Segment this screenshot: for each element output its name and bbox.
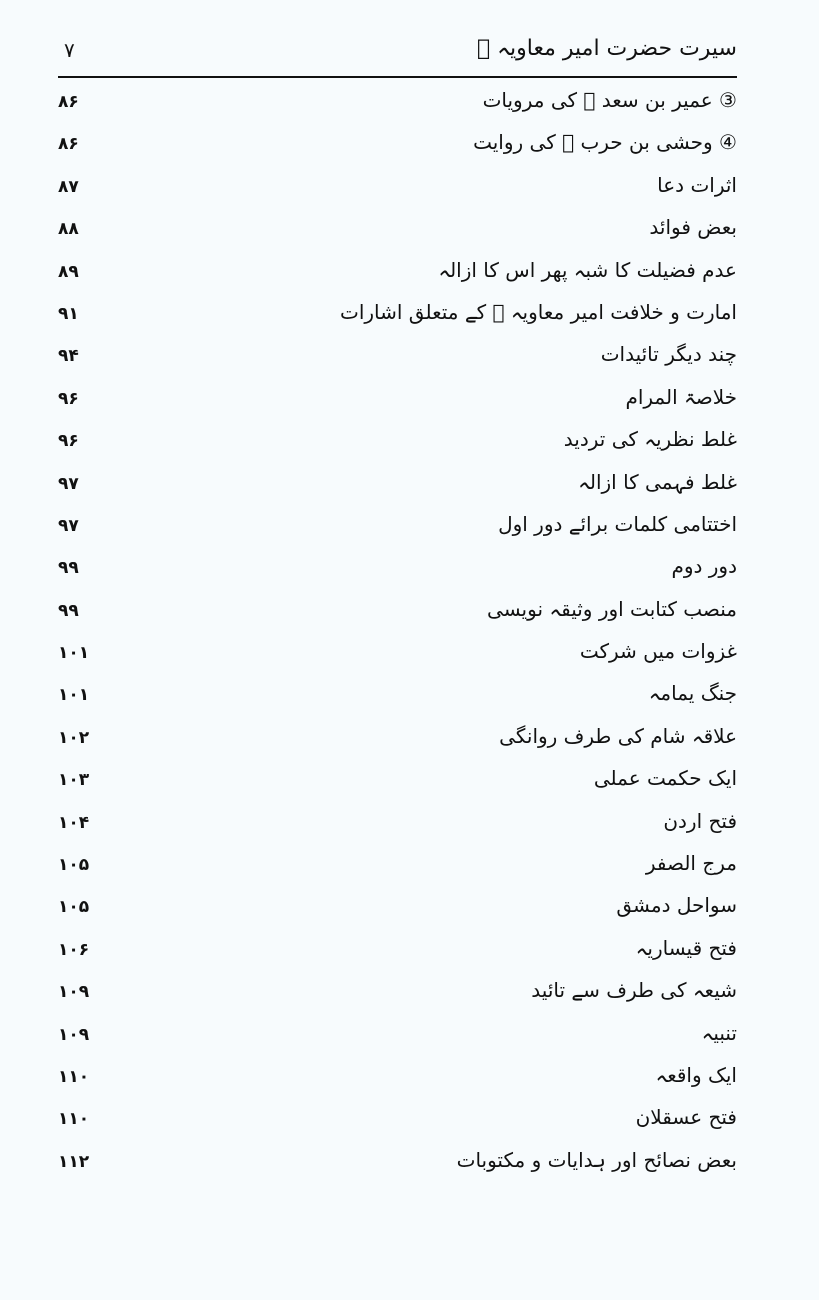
toc-entry-title: غلط نظریہ کی تردید xyxy=(563,427,737,452)
toc-entry-title: خلاصۃ المرام xyxy=(625,384,737,409)
toc-entry-title: عدم فضیلت کا شبہ پھر اس کا ازالہ xyxy=(438,257,737,282)
toc-entry-title: دور دوم xyxy=(671,554,737,579)
toc-entry xyxy=(58,84,737,126)
toc-entry-page: ۹۹ xyxy=(58,600,79,621)
toc-entry xyxy=(58,1059,737,1101)
toc-entry xyxy=(58,677,737,719)
toc-entry-title: ③ عمیر بن سعد ﷜ کی مرویات xyxy=(482,88,737,112)
toc-entry xyxy=(58,423,737,465)
toc-entry-title: امارت و خلافت امیر معاویہ ﷜ کے متعلق اشارات xyxy=(340,299,737,324)
toc-entry xyxy=(58,1017,737,1059)
toc-entry-title: سواحل دمشق xyxy=(616,893,737,918)
toc-entry-page: ۹۴ xyxy=(58,346,79,367)
toc-entry xyxy=(58,762,737,804)
toc-entry-page: ۹۱ xyxy=(58,303,79,324)
toc-entry-page: ۱۰۴ xyxy=(58,812,90,833)
running-title: سیرت حضرت امیر معاویہ ﷜ xyxy=(476,36,737,61)
toc-entry xyxy=(58,126,737,168)
toc-entry-title: تنبیہ xyxy=(701,1020,737,1045)
toc-entry-page: ۹۶ xyxy=(58,388,79,409)
toc-entry-title: ایک حکمت عملی xyxy=(593,766,737,791)
toc-entry-title: اثرات دعا xyxy=(657,172,737,197)
toc-entry-title: فتح عسقلان xyxy=(635,1105,737,1130)
toc-entry-title: شیعہ کی طرف سے تائید xyxy=(531,978,737,1003)
toc-entry-page: ۱۱۲ xyxy=(58,1151,90,1172)
toc-entry-title: چند دیگر تائیدات xyxy=(600,342,737,367)
toc-entry-title: فتح اردن xyxy=(663,808,737,833)
toc-entry-title: منصب کتابت اور وثیقہ نویسی xyxy=(487,596,737,621)
toc-entry xyxy=(58,635,737,677)
toc-entry-page: ۹۷ xyxy=(58,473,79,494)
toc-entry xyxy=(58,211,737,253)
toc-entry-title: ایک واقعہ xyxy=(655,1062,737,1087)
toc-entry xyxy=(58,338,737,380)
toc-entry xyxy=(58,508,737,550)
toc-entry-page: ۱۰۶ xyxy=(58,939,90,960)
toc-entry xyxy=(58,593,737,635)
toc-entry-title: غزوات میں شرکت xyxy=(579,639,737,664)
toc-entry-title: بعض فوائد xyxy=(649,215,737,240)
toc-entry-page: ۱۰۵ xyxy=(58,855,90,876)
toc-entry-page: ۸۷ xyxy=(58,176,79,197)
toc-entry xyxy=(58,1144,737,1186)
toc-entry-page: ۹۶ xyxy=(58,431,79,452)
toc-entry-page: ۱۰۱ xyxy=(58,685,90,706)
toc-entry xyxy=(58,805,737,847)
toc-entry-title: مرج الصفر xyxy=(645,851,737,876)
toc-entry xyxy=(58,296,737,338)
toc-entry-page: ۹۷ xyxy=(58,515,79,536)
toc-entry-page: ۱۱۰ xyxy=(58,1109,90,1130)
toc-entry xyxy=(58,254,737,296)
toc-entry-page: ۸۶ xyxy=(58,92,79,112)
toc-entry-page: ۱۰۵ xyxy=(58,897,90,918)
toc-entry-title: اختتامی کلمات برائے دور اول xyxy=(498,511,737,536)
toc-entry-page: ۱۰۳ xyxy=(58,770,90,791)
table-of-contents xyxy=(58,84,737,1186)
toc-entry xyxy=(58,381,737,423)
toc-entry-title: فتح قیساریہ xyxy=(635,935,737,960)
header-rule xyxy=(58,76,737,78)
page-header xyxy=(58,30,737,74)
toc-entry xyxy=(58,550,737,592)
toc-entry-page: ۱۰۲ xyxy=(58,727,90,748)
toc-entry-page: ۱۰۹ xyxy=(58,1024,90,1045)
toc-entry xyxy=(58,932,737,974)
toc-entry xyxy=(58,974,737,1016)
toc-entry xyxy=(58,169,737,211)
toc-entry-page: ۸۸ xyxy=(58,219,79,240)
toc-entry xyxy=(58,1101,737,1143)
toc-entry-title: ④ وحشی بن حرب ﷜ کی روایت xyxy=(473,130,737,155)
toc-entry-title: بعض نصائح اور ہدایات و مکتوبات xyxy=(456,1147,737,1172)
page-number: ۷ xyxy=(64,38,75,62)
toc-entry-page: ۹۹ xyxy=(58,558,79,579)
toc-entry xyxy=(58,889,737,931)
toc-entry xyxy=(58,847,737,889)
toc-entry-title: جنگ یمامہ xyxy=(648,681,737,706)
toc-entry-page: ۱۰۹ xyxy=(58,982,90,1003)
toc-entry xyxy=(58,720,737,762)
toc-entry-page: ۸۶ xyxy=(58,134,79,155)
toc-entry-page: ۱۱۰ xyxy=(58,1066,90,1087)
toc-entry xyxy=(58,466,737,508)
toc-entry-title: غلط فہمی کا ازالہ xyxy=(578,469,737,494)
toc-entry-page: ۸۹ xyxy=(58,261,79,282)
toc-entry-title: علاقہ شام کی طرف روانگی xyxy=(499,723,737,748)
toc-entry-page: ۱۰۱ xyxy=(58,643,90,664)
